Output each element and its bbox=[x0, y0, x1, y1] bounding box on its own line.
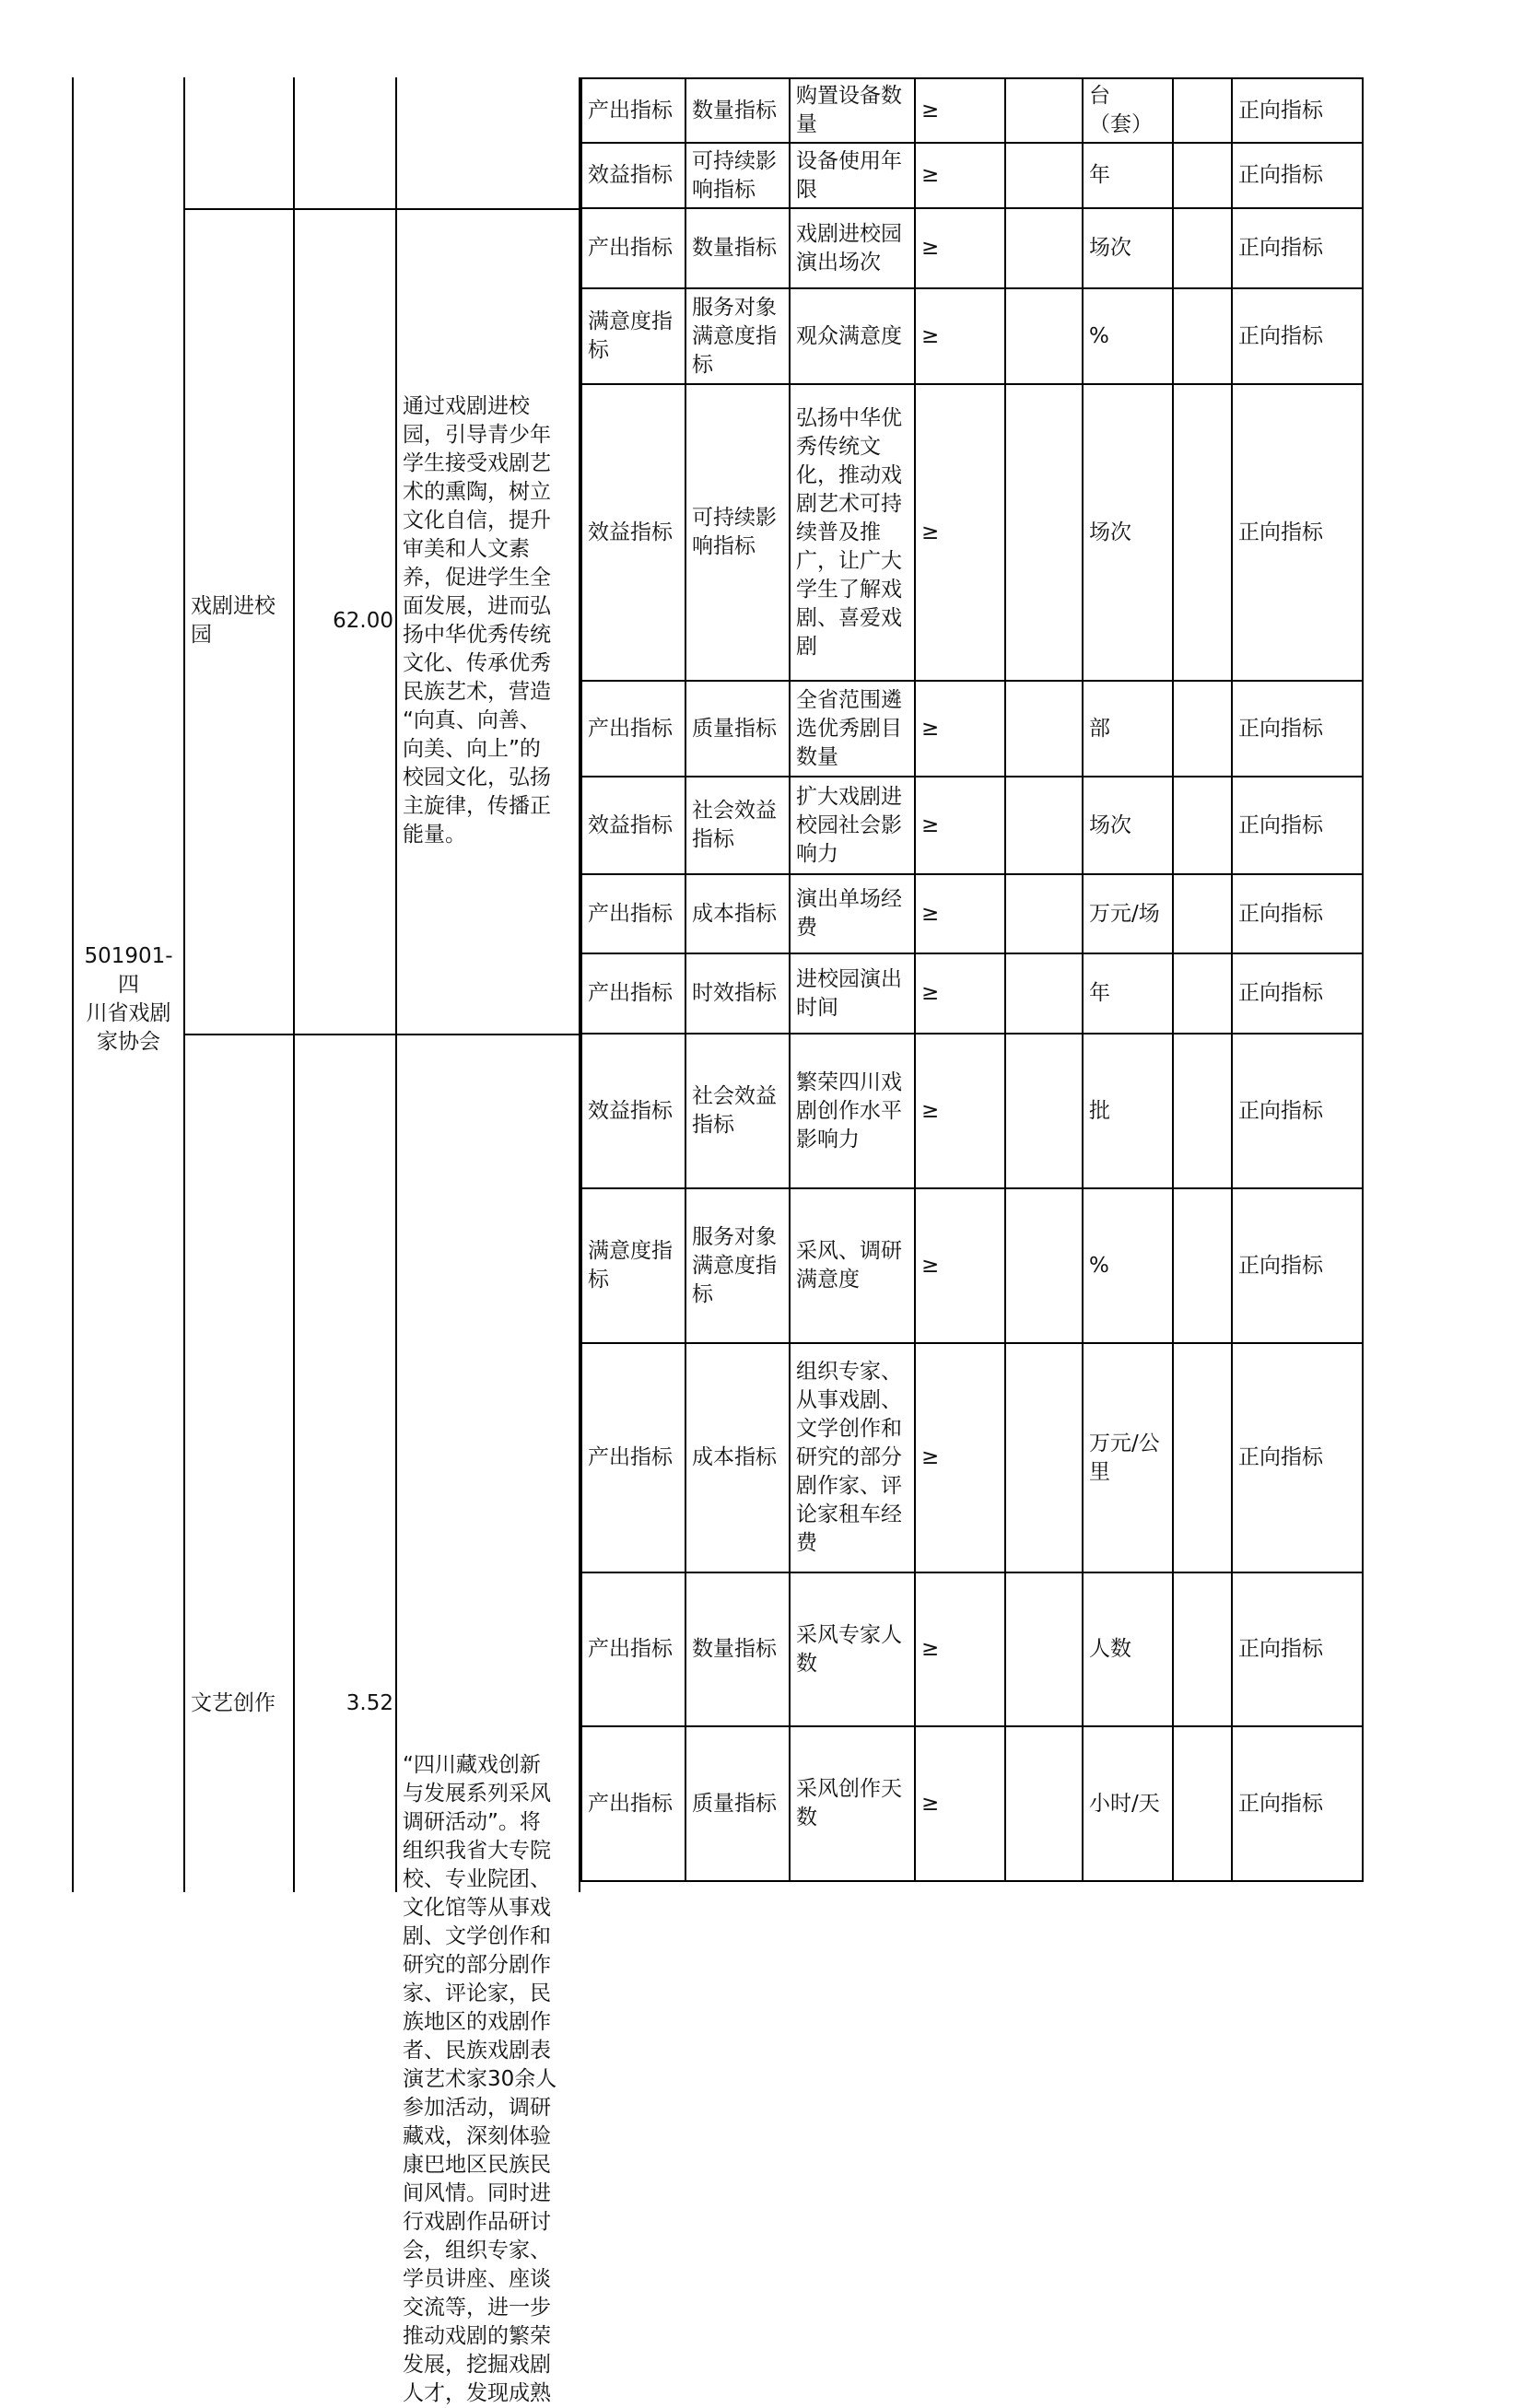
indicator-direction: 正向指标 bbox=[1232, 1726, 1363, 1881]
operator: ≥ bbox=[915, 1034, 1005, 1188]
weight bbox=[1173, 681, 1232, 777]
level2-indicator: 数量指标 bbox=[685, 208, 790, 288]
level2-indicator: 社会效益 指标 bbox=[685, 1034, 790, 1188]
indicator-name: 进校园演出 时间 bbox=[790, 953, 915, 1034]
table-row bbox=[581, 681, 1363, 777]
indicator-name: 采风创作天 数 bbox=[790, 1726, 915, 1881]
indicator-value bbox=[1005, 1034, 1083, 1188]
unit: 场次 bbox=[1083, 777, 1173, 874]
level1-indicator: 满意度指 标 bbox=[581, 1188, 685, 1343]
level2-indicator: 社会效益 指标 bbox=[685, 777, 790, 874]
weight bbox=[1173, 208, 1232, 288]
table-row bbox=[581, 777, 1363, 874]
table-row bbox=[581, 288, 1363, 384]
table-row bbox=[581, 78, 1363, 143]
indicator-name: 观众满意度 bbox=[790, 288, 915, 384]
indicator-name: 戏剧进校园 演出场次 bbox=[790, 208, 915, 288]
level1-indicator: 产出指标 bbox=[581, 1343, 685, 1572]
table-row bbox=[581, 143, 1363, 208]
indicator-direction: 正向指标 bbox=[1232, 1343, 1363, 1572]
indicator-value bbox=[1005, 1726, 1083, 1881]
unit: % bbox=[1083, 288, 1173, 384]
indicator-direction: 正向指标 bbox=[1232, 1034, 1363, 1188]
level2-indicator: 服务对象 满意度指 标 bbox=[685, 288, 790, 384]
level2-indicator: 数量指标 bbox=[685, 78, 790, 143]
indicator-name: 组织专家、 从事戏剧、 文学创作和 研究的部分 剧作家、评 论家租车经 费 bbox=[790, 1343, 915, 1572]
weight bbox=[1173, 1726, 1232, 1881]
weight bbox=[1173, 143, 1232, 208]
level1-indicator: 产出指标 bbox=[581, 1726, 685, 1881]
level1-indicator: 效益指标 bbox=[581, 1034, 685, 1188]
level2-indicator: 数量指标 bbox=[685, 1572, 790, 1726]
weight bbox=[1173, 288, 1232, 384]
level2-indicator: 服务对象 满意度指 标 bbox=[685, 1188, 790, 1343]
operator: ≥ bbox=[915, 208, 1005, 288]
indicator-value bbox=[1005, 1188, 1083, 1343]
operator: ≥ bbox=[915, 1343, 1005, 1572]
project-goal: “四川藏戏创新 与发展系列采风 调研活动”。将 组织我省大专院 校、专业院团、 文化馆等从事戏 剧、文学创作和 研究的部分剧作 家、评论家，民 族地区的戏剧作 者、民族戏剧表 演艺术家30余人 参加活动，调研 藏戏，深刻体验 康巴地区民族民 间风情。同时进 行戏剧作品研讨 会，组织专家、 学员讲座、座谈 交流等，进一步 推动戏剧的繁荣 发展，挖掘戏剧 人才，发现成熟 bbox=[403, 1753, 557, 2405]
project-goal: 通过戏剧进校 园，引导青少年 学生接受戏剧艺 术的熏陶，树立 文化自信，提升 审美和人文素 养，促进学生全 面发展，进而弘 扬中华优秀传统 文化、传承优秀 民族艺术，营造 “向真、向善、 向美、向上”的 校园文化，弘扬 主旋律，传播正 能量。 bbox=[403, 394, 551, 847]
level1-indicator: 满意度指 标 bbox=[581, 288, 685, 384]
unit: 人数 bbox=[1083, 1572, 1173, 1726]
indicator-direction: 正向指标 bbox=[1232, 1188, 1363, 1343]
unit: 万元/公 里 bbox=[1083, 1343, 1173, 1572]
table-row bbox=[581, 1188, 1363, 1343]
indicator-name: 演出单场经 费 bbox=[790, 874, 915, 953]
operator: ≥ bbox=[915, 288, 1005, 384]
department-cell: 501901-四 川省戏剧 家协会 bbox=[84, 944, 173, 1054]
indicator-direction: 正向指标 bbox=[1232, 143, 1363, 208]
unit: 小时/天 bbox=[1083, 1726, 1173, 1881]
operator: ≥ bbox=[915, 777, 1005, 874]
indicator-value bbox=[1005, 78, 1083, 143]
level2-indicator: 成本指标 bbox=[685, 1343, 790, 1572]
indicator-value bbox=[1005, 384, 1083, 681]
level2-indicator: 质量指标 bbox=[685, 1726, 790, 1881]
table-row bbox=[581, 1572, 1363, 1726]
indicator-value bbox=[1005, 777, 1083, 874]
unit: 台 （套） bbox=[1083, 78, 1173, 143]
operator: ≥ bbox=[915, 1188, 1005, 1343]
project-amount: 62.00 bbox=[333, 608, 393, 633]
indicator-name: 繁荣四川戏 剧创作水平 影响力 bbox=[790, 1034, 915, 1188]
project-name: 戏剧进校 园 bbox=[191, 594, 275, 647]
table-row bbox=[581, 1343, 1363, 1572]
indicator-direction: 正向指标 bbox=[1232, 681, 1363, 777]
unit: 部 bbox=[1083, 681, 1173, 777]
weight bbox=[1173, 1572, 1232, 1726]
indicator-name: 采风专家人 数 bbox=[790, 1572, 915, 1726]
unit: % bbox=[1083, 1188, 1173, 1343]
weight bbox=[1173, 1188, 1232, 1343]
operator: ≥ bbox=[915, 953, 1005, 1034]
level1-indicator: 产出指标 bbox=[581, 208, 685, 288]
operator: ≥ bbox=[915, 1572, 1005, 1726]
level1-indicator: 效益指标 bbox=[581, 143, 685, 208]
indicator-direction: 正向指标 bbox=[1232, 78, 1363, 143]
weight bbox=[1173, 78, 1232, 143]
level1-indicator: 效益指标 bbox=[581, 777, 685, 874]
table-row bbox=[581, 1726, 1363, 1881]
indicator-direction: 正向指标 bbox=[1232, 384, 1363, 681]
indicator-value bbox=[1005, 874, 1083, 953]
unit: 场次 bbox=[1083, 208, 1173, 288]
indicator-value bbox=[1005, 288, 1083, 384]
table-row bbox=[581, 208, 1363, 288]
operator: ≥ bbox=[915, 143, 1005, 208]
indicator-direction: 正向指标 bbox=[1232, 288, 1363, 384]
operator: ≥ bbox=[915, 1726, 1005, 1881]
level2-indicator: 时效指标 bbox=[685, 953, 790, 1034]
project-name: 文艺创作 bbox=[191, 1690, 275, 1715]
indicator-name: 购置设备数 量 bbox=[790, 78, 915, 143]
project-amount: 3.52 bbox=[346, 1690, 393, 1715]
weight bbox=[1173, 384, 1232, 681]
unit: 年 bbox=[1083, 953, 1173, 1034]
operator: ≥ bbox=[915, 384, 1005, 681]
indicator-value bbox=[1005, 208, 1083, 288]
indicator-name: 采风、调研 满意度 bbox=[790, 1188, 915, 1343]
unit: 场次 bbox=[1083, 384, 1173, 681]
indicator-name: 扩大戏剧进 校园社会影 响力 bbox=[790, 777, 915, 874]
level2-indicator: 质量指标 bbox=[685, 681, 790, 777]
unit: 年 bbox=[1083, 143, 1173, 208]
level1-indicator: 产出指标 bbox=[581, 78, 685, 143]
weight bbox=[1173, 874, 1232, 953]
indicator-table bbox=[580, 77, 1364, 1882]
weight bbox=[1173, 953, 1232, 1034]
operator: ≥ bbox=[915, 874, 1005, 953]
indicator-direction: 正向指标 bbox=[1232, 1572, 1363, 1726]
level1-indicator: 产出指标 bbox=[581, 874, 685, 953]
indicator-value bbox=[1005, 1343, 1083, 1572]
unit: 万元/场 bbox=[1083, 874, 1173, 953]
indicator-direction: 正向指标 bbox=[1232, 874, 1363, 953]
indicator-direction: 正向指标 bbox=[1232, 777, 1363, 874]
indicator-direction: 正向指标 bbox=[1232, 208, 1363, 288]
indicator-value bbox=[1005, 1572, 1083, 1726]
level2-indicator: 可持续影 响指标 bbox=[685, 143, 790, 208]
weight bbox=[1173, 777, 1232, 874]
indicator-direction: 正向指标 bbox=[1232, 953, 1363, 1034]
unit: 批 bbox=[1083, 1034, 1173, 1188]
operator: ≥ bbox=[915, 681, 1005, 777]
table-row bbox=[581, 874, 1363, 953]
level2-indicator: 可持续影 响指标 bbox=[685, 384, 790, 681]
indicator-name: 弘扬中华优 秀传统文 化，推动戏 剧艺术可持 续普及推 广，让广大 学生了解戏 剧、喜爱戏 剧 bbox=[790, 384, 915, 681]
level2-indicator: 成本指标 bbox=[685, 874, 790, 953]
level1-indicator: 产出指标 bbox=[581, 953, 685, 1034]
indicator-value bbox=[1005, 681, 1083, 777]
indicator-value bbox=[1005, 953, 1083, 1034]
indicator-name: 全省范围遴 选优秀剧目 数量 bbox=[790, 681, 915, 777]
level1-indicator: 效益指标 bbox=[581, 384, 685, 681]
indicator-value bbox=[1005, 143, 1083, 208]
table-row bbox=[581, 1034, 1363, 1188]
indicator-name: 设备使用年 限 bbox=[790, 143, 915, 208]
weight bbox=[1173, 1343, 1232, 1572]
table-row bbox=[581, 384, 1363, 681]
table-row bbox=[581, 953, 1363, 1034]
operator: ≥ bbox=[915, 78, 1005, 143]
level1-indicator: 产出指标 bbox=[581, 1572, 685, 1726]
weight bbox=[1173, 1034, 1232, 1188]
level1-indicator: 产出指标 bbox=[581, 681, 685, 777]
